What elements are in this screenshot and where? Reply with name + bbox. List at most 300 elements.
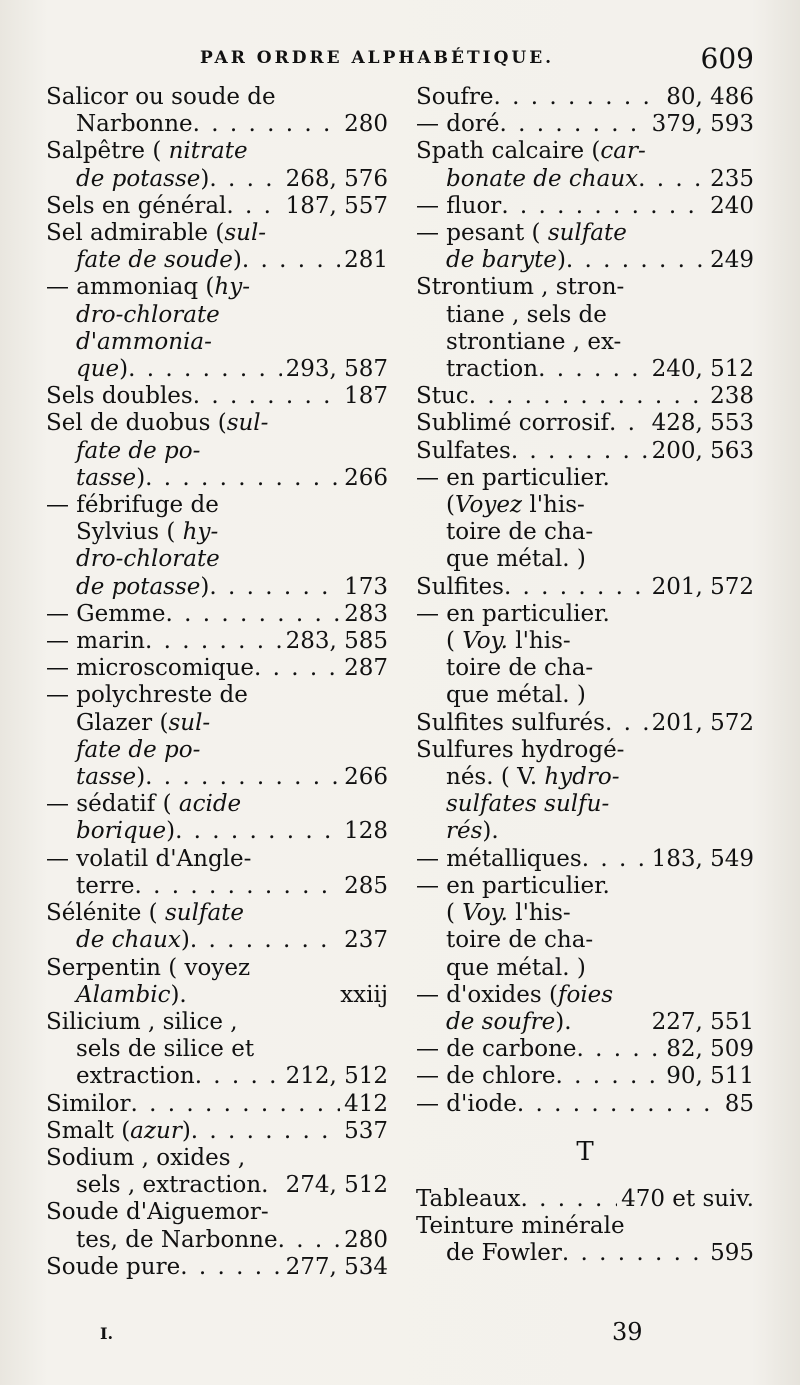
entry-term (446, 682, 586, 708)
entry-term (76, 329, 212, 355)
entry-text: Tableaux (416, 1185, 521, 1212)
entry-term (76, 710, 210, 736)
entry-text: Sulfites sulfurés (416, 709, 605, 736)
entry-italic: de baryte (446, 247, 557, 274)
index-entry (46, 1091, 388, 1118)
index-entry (46, 84, 388, 111)
index-entry (416, 274, 754, 301)
index-entry (46, 1199, 388, 1226)
entry-text: ( (446, 628, 463, 655)
index-entry (46, 274, 388, 301)
entry-italic: car- (600, 138, 646, 165)
entry-term (416, 737, 624, 763)
page-ref: 595 (710, 1240, 754, 1267)
entry-text: Stuc (416, 383, 469, 410)
leader-dots (145, 465, 340, 492)
page-ref: 379, 593 (651, 111, 754, 138)
leader-dots (130, 1091, 340, 1118)
entry-text-after: ) (200, 165, 210, 192)
entry-italic: Voyez (454, 492, 523, 519)
entry-term (46, 1199, 269, 1225)
entry-text: — marin (46, 628, 145, 655)
entry-text: Serpentin ( voyez (46, 954, 251, 981)
index-entry (46, 737, 388, 764)
entry-text: Sels en général (46, 192, 227, 219)
entry-italic: sul- (226, 410, 269, 437)
page-ref: 277, 534 (285, 1253, 388, 1280)
entry-term (46, 791, 241, 817)
entry-italic: sulfates sulfu- (446, 791, 610, 818)
index-entry (416, 955, 754, 982)
entry-term (76, 438, 200, 464)
index-entry (416, 628, 754, 655)
entry-term (76, 465, 145, 492)
entry-text: sels , extraction. (76, 1172, 269, 1199)
entry-italic: azur (130, 1117, 182, 1144)
entry-text: Silicium , silice , (46, 1008, 238, 1035)
entry-text: Strontium , stron- (416, 274, 625, 301)
entry-italic: de potasse (76, 573, 201, 600)
entry-text: — fluor (416, 192, 502, 219)
index-entry (416, 410, 754, 437)
entry-term (446, 247, 566, 274)
entry-text: — microscomique (46, 655, 255, 682)
entry-text: — métalliques (416, 845, 582, 872)
entry-italic: borique (76, 818, 167, 845)
index-entry (416, 302, 754, 329)
entry-text: Teinture minérale (416, 1212, 625, 1239)
entry-term (446, 1240, 562, 1267)
entry-term (46, 1145, 245, 1171)
entry-term (76, 1227, 278, 1254)
leader-dots (226, 193, 281, 220)
entry-term (416, 982, 613, 1008)
index-column-left (46, 84, 388, 1281)
entry-italic: sulfate (164, 900, 245, 927)
sheet-number: 39 (612, 1318, 643, 1346)
page-footer (0, 1318, 800, 1358)
entry-text: nés. ( V. (446, 764, 545, 791)
entry-term (416, 438, 511, 465)
page-ref: 212, 512 (285, 1063, 388, 1090)
leader-dots (494, 84, 663, 111)
page-ref: 283, 585 (285, 628, 388, 655)
entry-term (416, 873, 610, 899)
entry-italic: de soufre (446, 1008, 556, 1035)
entry-italic: foies (557, 981, 614, 1008)
entry-italic: Voy. (462, 628, 508, 655)
leader-dots (209, 574, 340, 601)
entry-text: Sulfures hydrogé- (416, 736, 625, 763)
index-entry (416, 900, 754, 927)
leader-dots (166, 601, 341, 628)
entry-text-after: ). (482, 818, 499, 845)
index-entry (416, 1063, 754, 1090)
page-ref: 281 (344, 247, 388, 274)
index-entry (46, 846, 388, 873)
page-ref: 201, 572 (651, 573, 754, 600)
entry-term (46, 1009, 238, 1035)
index-entry (416, 1186, 754, 1213)
entry-term (446, 546, 586, 572)
leader-dots (562, 1240, 706, 1267)
entry-text-after: ) (181, 1117, 191, 1144)
entry-term (46, 84, 276, 110)
entry-text: ( (446, 492, 455, 519)
index-entry (46, 764, 388, 791)
entry-italic: Alambic (76, 981, 171, 1008)
entry-term (46, 601, 166, 628)
index-entry (46, 955, 388, 982)
leader-dots (134, 873, 340, 900)
leader-dots (511, 438, 648, 465)
entry-text: Spath calcaire ( (416, 138, 601, 165)
entry-term (46, 955, 250, 981)
entry-text: Salicor ou soude de (46, 84, 276, 110)
index-entry (46, 1254, 388, 1281)
leader-dots (193, 111, 340, 138)
page-ref: 266 (344, 464, 388, 491)
index-entry (46, 247, 388, 274)
entry-term (76, 302, 220, 328)
entry-text-after: ) (136, 464, 146, 491)
entry-italic: rés (446, 818, 483, 845)
leader-dots (538, 356, 647, 383)
index-entry (416, 1240, 754, 1267)
leader-dots (609, 410, 648, 437)
entry-text: — volatil d'Angle- (46, 845, 252, 872)
index-entry (416, 519, 754, 546)
entry-text-after: ) (136, 764, 146, 791)
page-ref: 187 (344, 383, 388, 410)
entry-text: Soude d'Aiguemor- (46, 1199, 269, 1226)
page-ref: 240 (710, 192, 754, 219)
page-ref: 85 (724, 1090, 754, 1117)
index-column-right (416, 84, 754, 1267)
index-entry (46, 302, 388, 329)
entry-italic: dro-chlorate (76, 301, 220, 328)
index-entry (46, 601, 388, 628)
page-ref: 201, 572 (651, 709, 754, 736)
leader-dots (254, 655, 340, 682)
index-entry (46, 1227, 388, 1254)
entry-term (76, 546, 220, 572)
index-entry (46, 546, 388, 573)
entry-text: Soude pure (46, 1253, 181, 1280)
index-entry (416, 329, 754, 356)
page-ref: xxiij (340, 981, 388, 1008)
entry-text: toire de cha- (446, 655, 594, 682)
index-entry (416, 465, 754, 492)
entry-term (416, 574, 504, 601)
entry-term (446, 628, 571, 654)
index-entry (46, 818, 388, 845)
leader-dots (209, 166, 281, 193)
page-ref: 249 (710, 247, 754, 274)
page-ref: 287 (344, 655, 388, 682)
page-ref: 90, 511 (666, 1063, 754, 1090)
entry-term (416, 111, 500, 138)
entry-text-after: l'his- (507, 628, 571, 655)
entry-italic: de potasse (76, 165, 201, 192)
entry-term (46, 682, 248, 708)
entry-text: toire de cha- (446, 519, 594, 546)
index-entry (46, 873, 388, 900)
entry-term (76, 1172, 269, 1199)
entry-italic: hy- (182, 519, 219, 546)
entry-text: Narbonne (76, 111, 193, 138)
index-entry (416, 492, 754, 519)
entry-italic: Voy. (462, 900, 508, 927)
entry-term (416, 383, 469, 410)
entry-text: que métal. ) (446, 546, 586, 573)
index-entry (416, 247, 754, 274)
index-entry (46, 1009, 388, 1036)
entry-term (46, 138, 248, 164)
page-ref: 470 et suiv. (621, 1185, 754, 1212)
page-ref: 266 (344, 764, 388, 791)
index-entry (46, 519, 388, 546)
index-entry (46, 438, 388, 465)
entry-term (446, 329, 621, 355)
entry-italic: fate de soude (76, 247, 233, 274)
page-ref: 128 (344, 818, 388, 845)
entry-text-after: ). (170, 981, 187, 1008)
entry-italic: fate de po- (76, 736, 201, 763)
entry-term (46, 1254, 180, 1281)
leader-dots (190, 927, 340, 954)
index-entry (46, 220, 388, 247)
index-entry (416, 1036, 754, 1063)
entry-term (446, 764, 620, 790)
entry-text: Sel de duobus ( (46, 410, 227, 437)
entry-text-after: ). (555, 1008, 572, 1035)
entry-text: — en particulier. (416, 872, 610, 899)
entry-italic: hydro- (544, 764, 620, 791)
leader-dots (469, 383, 706, 410)
entry-term (416, 1091, 517, 1118)
entry-text-after: ) (200, 573, 210, 600)
entry-term (76, 818, 175, 845)
leader-dots (555, 1063, 662, 1090)
index-entry (416, 737, 754, 764)
leader-dots (582, 846, 648, 873)
index-entry (46, 710, 388, 737)
entry-term (446, 492, 585, 518)
index-entry (416, 764, 754, 791)
index-entry (46, 383, 388, 410)
page-ref: 235 (710, 165, 754, 192)
entry-text: Smalt ( (46, 1117, 131, 1144)
entry-text: que métal. ) (446, 682, 586, 709)
index-entry (46, 193, 388, 220)
page-ref: 183, 549 (651, 845, 754, 872)
entry-text: — Gemme (46, 600, 166, 627)
entry-term (446, 900, 571, 926)
entry-text: — sédatif ( (46, 791, 179, 818)
index-entry (416, 84, 754, 111)
entry-term (46, 410, 268, 436)
leader-dots (145, 764, 340, 791)
entry-text: Sublimé corrosif (416, 410, 609, 437)
entry-term (416, 84, 494, 111)
index-entry (416, 138, 754, 165)
entry-text: — en particulier. (416, 600, 610, 627)
index-entry (416, 982, 754, 1009)
entry-term (76, 764, 145, 791)
leader-dots (195, 1063, 282, 1090)
entry-term (76, 927, 190, 954)
index-entry (46, 410, 388, 437)
entry-term (46, 1118, 191, 1145)
entry-text: Glazer ( (76, 709, 169, 736)
entry-text: Sulfates (416, 437, 511, 464)
entry-text-after: ) (166, 818, 176, 845)
index-entry (46, 465, 388, 492)
leader-dots (128, 356, 281, 383)
entry-text: Sodium , oxides , (46, 1144, 246, 1171)
page-ref: 280 (344, 111, 388, 138)
index-entry (416, 438, 754, 465)
entry-term (46, 220, 266, 246)
entry-text: ( (446, 900, 463, 927)
leader-dots (278, 1227, 341, 1254)
entry-italic: dro-chlorate (76, 546, 220, 573)
page-ref: 80, 486 (666, 84, 754, 110)
entry-term (416, 138, 646, 164)
entry-term (76, 166, 209, 193)
leader-dots (501, 193, 706, 220)
entry-text: terre (76, 872, 135, 899)
entry-term (46, 193, 226, 220)
index-entry (416, 356, 754, 383)
entry-text: toire de cha- (446, 927, 594, 954)
page-ref: 227, 551 (651, 1008, 754, 1035)
entry-text: — de chlore (416, 1063, 556, 1090)
index-entry (46, 111, 388, 138)
entry-term (416, 465, 610, 491)
index-entry (46, 492, 388, 519)
index-entry (416, 791, 754, 818)
running-head: PAR ORDRE ALPHABÉTIQUE. (200, 48, 555, 68)
entry-italic: acide (178, 791, 242, 818)
index-entry (46, 655, 388, 682)
entry-text: Sels doubles (46, 383, 193, 410)
page-ref: 237 (344, 927, 388, 954)
page-ref: 283 (344, 600, 388, 627)
entry-text: Sulfites (416, 573, 504, 600)
index-entry (46, 574, 388, 601)
page-ref: 187, 557 (285, 192, 388, 219)
entry-italic: sulfate (547, 220, 627, 247)
index-entry (46, 1172, 388, 1199)
entry-term (446, 356, 538, 383)
index-entry (46, 900, 388, 927)
entry-term (446, 302, 607, 328)
entry-term (46, 655, 254, 682)
entry-term (76, 982, 187, 1009)
leader-dots (520, 1186, 617, 1213)
entry-text-after: l'his- (507, 900, 571, 927)
entry-term (76, 111, 193, 138)
entry-text: Sélénite ( (46, 900, 165, 927)
entry-text: — pesant ( (416, 220, 548, 247)
entry-term (76, 737, 200, 763)
index-entry (46, 628, 388, 655)
entry-italic: fate de po- (76, 437, 201, 464)
entry-term (416, 410, 609, 437)
index-entry (416, 1091, 754, 1118)
entry-term (446, 955, 586, 981)
index-entry (46, 682, 388, 709)
entry-term (416, 1063, 555, 1090)
index-entry (416, 655, 754, 682)
index-entry (416, 682, 754, 709)
page-ref: 428, 553 (651, 410, 754, 437)
entry-term (46, 274, 250, 300)
page-ref: 238 (710, 383, 754, 410)
entry-term (446, 166, 638, 193)
entry-term (46, 900, 244, 926)
entry-text-after: ) (556, 247, 566, 274)
entry-italic: bonate de chaux (446, 165, 639, 192)
entry-term (76, 1036, 254, 1062)
index-entry (46, 329, 388, 356)
index-entry (416, 383, 754, 410)
index-entry (46, 356, 388, 383)
entry-italic: hy- (214, 274, 250, 301)
entry-term (416, 1036, 577, 1063)
index-entry (416, 166, 754, 193)
entry-text: — d'oxides ( (416, 981, 558, 1008)
page-ref: 173 (344, 573, 388, 600)
page-ref: 200, 563 (651, 437, 754, 464)
entry-text: — doré (416, 111, 500, 138)
leader-dots (242, 247, 340, 274)
entry-text: — fébrifuge de (46, 492, 219, 519)
entry-text: extraction (76, 1063, 195, 1090)
entry-text: — en particulier. (416, 464, 610, 491)
entry-italic: de chaux (76, 927, 181, 954)
index-entry (46, 1145, 388, 1172)
entry-term (416, 1213, 625, 1239)
leader-dots (577, 1036, 663, 1063)
entry-italic: sul- (224, 220, 267, 247)
entry-text: Sel admirable ( (46, 220, 225, 247)
entry-italic: tasse (76, 764, 137, 791)
entry-term (46, 628, 145, 655)
entry-text-after: ) (119, 356, 129, 383)
section-letter: T (576, 1136, 594, 1167)
entry-italic: tasse (76, 464, 137, 491)
entry-term (76, 356, 128, 383)
leader-dots (145, 628, 282, 655)
leader-dots (605, 710, 648, 737)
leader-dots (504, 574, 648, 601)
entry-italic: nitrate (168, 138, 248, 165)
leader-dots (193, 383, 340, 410)
entry-text: Salpêtre ( (46, 138, 169, 165)
entry-text: Soufre (416, 84, 494, 110)
entry-term (416, 193, 501, 220)
index-entry (416, 846, 754, 873)
leader-dots (191, 1118, 340, 1145)
entry-term (446, 655, 593, 681)
entry-text: — de carbone (416, 1036, 577, 1063)
entry-text: tiane , sels de (446, 301, 607, 328)
entry-italic: d'ammonia- (76, 328, 212, 355)
leader-dots (517, 1091, 721, 1118)
